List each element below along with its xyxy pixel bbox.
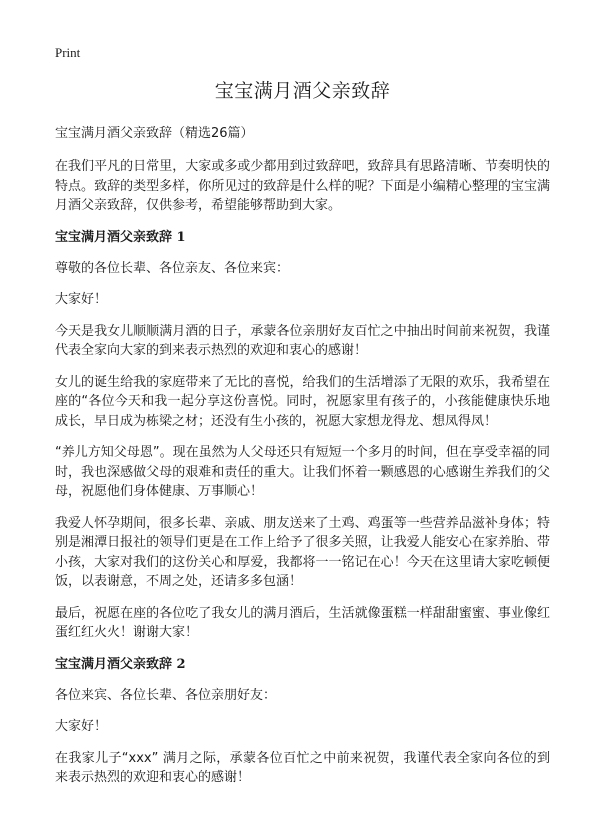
paragraph: 我爱人怀孕期间，很多长辈、亲戚、朋友送来了土鸡、鸡蛋等一些营养品滋补身体；特别是湘潭日报社的领导们更是在工作上给予了很多关照，让我爱人能安心在家养胎、带小孩，大家对我们的这份关心和厚爱，我都将一一铭记在心！今天在这里请大家吃顿便饭，以表谢意，不周之处，还请多多包涵！	[55, 515, 550, 589]
print-link[interactable]: Print	[55, 45, 81, 60]
paragraph: 各位来宾、各位长辈、各位亲朋好友：	[55, 687, 277, 703]
paragraph: 大家好！	[55, 719, 108, 734]
paragraph: 今天是我女儿顺顺满月酒的日子，承蒙各位亲朋好友百忙之中抽出时间前来祝贺，我谨代表全家向大家的到来表示热烈的欢迎和衷心的感谢！	[55, 323, 550, 358]
paragraph: 最后，祝愿在座的各位吃了我女儿的满月酒后，生活就像蛋糕一样甜甜蜜蜜、事业像红蛋红红火火！谢谢大家！	[55, 605, 550, 640]
section-heading: 宝宝满月酒父亲致辞 2	[55, 656, 186, 672]
paragraph: 尊敬的各位长辈、各位亲友、各位来宾：	[55, 260, 290, 276]
section-heading: 宝宝满月酒父亲致辞 1	[55, 229, 186, 245]
document-subtitle: 宝宝满月酒父亲致辞（精选26篇）	[55, 126, 254, 141]
paragraph: 女儿的诞生给我的家庭带来了无比的喜悦，给我们的生活增添了无限的欢乐，我希望在座的“各位今天和我一起分享这份喜悦。同时，祝愿家里有孩子的，小孩能健康快乐地成长，早日成为栋梁之材；还没有生小孩的，祝愿大家想龙得龙、想凤得凤！	[55, 374, 550, 429]
paragraph: 在我家儿子“xxx” 满月之际，承蒙各位百忙之中前来祝贺，我谨代表全家向各位的到来表示热烈的欢迎和衷心的感谢！	[55, 750, 550, 785]
paragraph: 大家好！	[55, 292, 108, 307]
intro-paragraph: 在我们平凡的日常里，大家或多或少都用到过致辞吧，致辞具有思路清晰、节奏明快的特点。致辞的类型多样，你所见过的致辞是什么样的呢？下面是小编精心整理的宝宝满月酒父亲致辞，仅供参考，希望能够帮助到大家。	[55, 159, 550, 213]
paragraph: “养儿方知父母恩”。现在虽然为人父母还只有短短一个多月的时间，但在享受幸福的同时，我也深感做父母的艰难和责任的重大。让我们怀着一颗感恩的心感谢生养我们的父母，祝愿他们身体健康、万事顺心！	[55, 445, 550, 499]
page-title: 宝宝满月酒父亲致辞	[214, 80, 391, 102]
document-body	[55, 78, 550, 800]
